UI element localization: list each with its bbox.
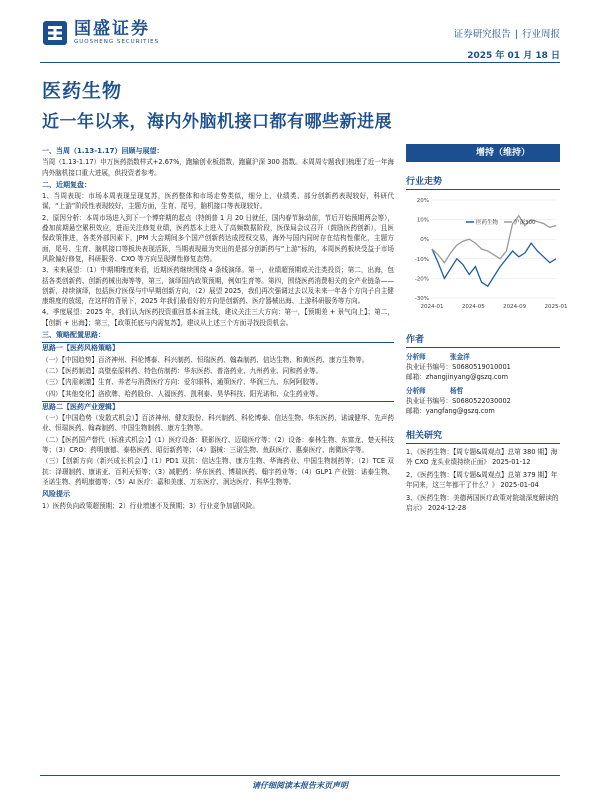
section-heading: 一、当周（1.13-1.17）回顾与展望：	[42, 147, 164, 155]
paragraph: 1、当周表现：市场本周表现呈现复苏，医药整体和市场走势类似，细分上，业绩类、部分创新药表现较好，科研代谋，“上游”阶段性表现较好，主题方面，生育、尾号，脑机接口等表现较好。	[42, 192, 394, 211]
analyst-email[interactable]: 邮箱：zhangjinyang@gszq.com	[406, 373, 509, 381]
x-tick-label: 2025-01	[544, 304, 568, 310]
report-title: 近一年以来，海内外脑机接口都有哪些新进展	[42, 112, 392, 132]
legend-label: 医药生物	[476, 220, 499, 226]
related-report-link[interactable]: 1、《医药生物：【周专题&周观点】总第 380 期】海外 CXO 龙头业绩持续正面》 2025-01-12	[406, 448, 558, 466]
report-header	[0, 0, 600, 70]
logo-name-en: GUOSHENG SECURITIES	[74, 39, 160, 45]
related-list	[406, 447, 560, 513]
logo-name-cn: 国盛证券	[74, 19, 150, 39]
y-tick-label: 0%	[420, 237, 429, 244]
analyst-card	[406, 352, 560, 382]
paragraph: 4、季度展望：2025 年，我们认为医药投资重回基本面主线，建议关注三大方向：第一，【预期差 + 景气向上】；第二，【创新 + 出海】；第三，【政策托底与内需复苏】，建议从上述三个方面寻找投资机会。	[42, 308, 394, 327]
paragraph: 1）医药负向政策超预期；2）行业增速不及预期；3）行业竞争加剧风险。	[42, 501, 259, 510]
report-type: 证券研究报告	[453, 29, 511, 40]
y-tick-label: 20%	[416, 198, 429, 204]
analyst-name-row	[406, 386, 560, 396]
x-tick-label: 2024-01	[420, 304, 444, 310]
paragraph: （二）【医药制造】高壁垒原料药、特色仿制药：华东医药、普洛药业、九州药业、同和药业等。	[42, 366, 323, 375]
strategy-heading: 思路二【医药产业逻辑】	[42, 401, 394, 412]
series-line-0	[432, 243, 556, 286]
analyst-role: 分析师	[406, 353, 426, 361]
y-tick-label: -30%	[414, 296, 429, 302]
authors-list	[406, 352, 560, 416]
paragraph: （三）【内需刺激】生育、养老与消费医疗方向：爱尔眼科、通策医疗、华润三九、东阿阿胶等。	[42, 378, 323, 387]
strategy-heading: 思路一【医药风格策略】	[42, 342, 394, 353]
report-body	[42, 144, 394, 511]
legend-label: 沪深300	[514, 220, 536, 226]
related-heading: 相关研究	[406, 428, 560, 444]
paragraph: （二）【医药国产替代（标准式机会）】（1）医疗设备：联影医疗、迈瑞医疗等；（2）设备：泰林生物、东富龙、楚天科技等；（3）CRO：药明康德、泰格医药、昭衍新药等；（4）器械：三诺生物、鱼跃医疗、惠泰医疗、南微医学等。	[42, 435, 394, 455]
paragraph: 2、原因分析：本周市场进入到下一个博弈期的起点（特朗普 1 月 20 日就任，国内春节脉动前，节后开始预期两会等），叠加前期悬空累积效应，进而关注修复业绩，医药基本上进入了高频数据阶段，医保局会议召开（鼓励医药创新），且医保政策推进，各类外部因素下，JPM 大会期间多个国产创新药达成授权交易，海外与国内同时存在结构性催化，主题方面，尾号、生育、脑机接口等板块表现活跃，当期表现最为突出的是部分创新药与“上游”标的，本周医药板块受益于市场风险偏好修复，科研服务、CXO 等方向呈现弹性修复态势。	[42, 213, 394, 263]
company-logo	[42, 20, 159, 46]
paragraph: 3、未来展望：（1）中期期维度来看，近期医药继续围绕 4 条线演绎。第一，业绩超预期或关注类投资；第二，出海，包括各类创新药、创新药械出海等等，第三，演绎国内政策预期，例如生育等。第四，围绕医药消费相关的全产业链条——创新，持续演绎，包括医疗医保与中早期创新方向，（2）展望 2025，我们再次强调过去以及未来一年各个方向子自主健康维度的放缓，在这样的背景下，2025 年我们最看好的方向是创新药、医疗器械出海、上游科研服务等方向。	[42, 266, 394, 306]
trend-heading: 行业走势	[406, 174, 560, 190]
rating-badge: 增持（维持）	[406, 144, 560, 162]
header-divider	[40, 62, 560, 63]
report-type-line	[454, 26, 560, 40]
analyst-name-row	[406, 352, 560, 362]
x-tick-label: 2024-05	[461, 304, 485, 310]
section-heading: 风险提示	[42, 490, 70, 499]
analyst-role: 分析师	[406, 387, 426, 395]
related-report-link[interactable]: 3、《医药生物：美德两国医疗政策对院端深度解读的启示》 2024-12-28	[406, 494, 559, 512]
paragraph: （三）【创新方向（新兴成长机会）】（1）PD1 双抗：信达生物、康方生物、华海药业、中国生物制药等；（2）TCE 双抗：泽璟制药、康诺亚、百利天恒等；（3）减肥药：华东医药、博瑞医药、翰宇药业等；（4）GLP1 产业链：诺泰生物、圣诺生物、药明康德等；（5）AI 医疗：嘉和美康、万东医疗、润达医疗、科华生物等。	[42, 457, 394, 486]
trend-chart	[406, 194, 568, 316]
report-kind: 行业周报	[521, 29, 560, 40]
footer-disclaimer: 请仔细阅读本报告末页声明	[252, 781, 348, 790]
analyst-cert: 执业证书编号：S0680519010001	[406, 363, 511, 371]
y-tick-label: -20%	[414, 276, 429, 283]
sidebar	[406, 144, 568, 513]
section-heading: 三、策略配置思路：	[42, 331, 105, 340]
authors-heading: 作者	[406, 332, 560, 348]
industry-name: 医药生物	[42, 80, 123, 102]
report-date: 2025 年 01 月 18 日	[467, 51, 560, 61]
analyst-name: 张金洋	[450, 353, 470, 361]
analyst-cert: 执业证书编号：S0680522030002	[406, 397, 511, 405]
section-heading: 二、近期复盘：	[42, 180, 91, 189]
analyst-email[interactable]: 邮箱：yangfang@gszq.com	[406, 407, 495, 415]
related-report-link[interactable]: 2、《医药生物：【周专题&周观点】总第 379 期】年年同来，这三年都干了什么？》 2025-01-04	[406, 471, 558, 489]
y-tick-label: 10%	[416, 217, 429, 224]
paragraph: （一）【中国趋势】百济神州、科伦博泰、科兴制药、恒瑞医药、翰森制药、信达生物、和黄医药、康方生物等。	[42, 355, 369, 364]
paragraph: （四）【其他变化】洛欧牌、哈药股份、人福医药、凯利泰、昊华科技、阳光诺和、众生药业等。	[42, 389, 323, 398]
analyst-name: 杨哲	[450, 387, 464, 395]
logo-mark-icon	[42, 20, 68, 46]
header-separator: |	[514, 29, 518, 40]
paragraph: 当周（1.13-1.17）申万医药指数样式+2.67%，跑输创业板指数，跑赢沪深 300 指数。本周周专题我们梳理了近一年海内外脑机接口重大进展，供投资者参考。	[42, 158, 394, 177]
footer-divider	[40, 775, 560, 776]
analyst-card	[406, 386, 560, 416]
y-tick-label: -10%	[414, 256, 429, 263]
paragraph: （一）【中国趋势（发散式机会）】百济神州、健友股份、科兴制药、科伦博泰、信达生物、华东医药、诺诚健华、先声药业、恒瑞医药、翰森制药、中国生物制药、康方生物等。	[42, 414, 394, 433]
x-tick-label: 2024-09	[503, 304, 527, 310]
